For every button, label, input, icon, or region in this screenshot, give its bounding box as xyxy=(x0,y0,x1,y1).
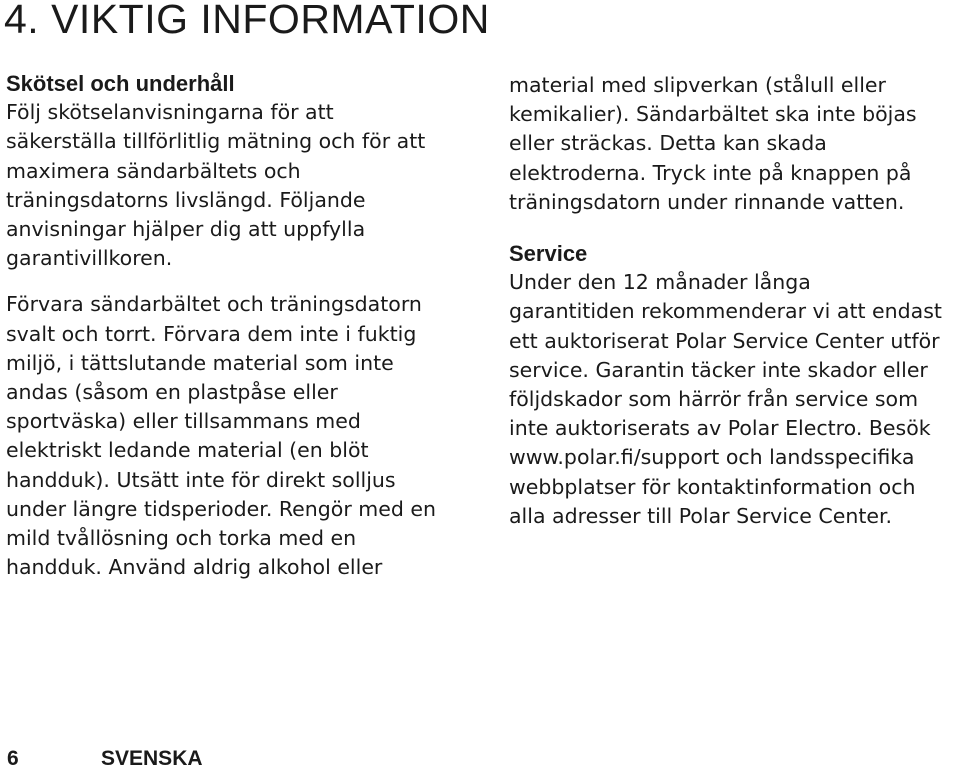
text-line: svalt och torrt. Förvara dem inte i fuktig xyxy=(6,321,417,346)
text-line: elektriskt ledande material (en blöt xyxy=(6,438,369,463)
service-heading: Service xyxy=(509,241,588,267)
text-line: eller sträckas. Detta kan skada xyxy=(509,131,827,156)
text-line: alla adresser till Polar Service Center. xyxy=(509,503,893,528)
text-line: maximera sändarbältets och xyxy=(6,158,301,183)
service-paragraph xyxy=(509,268,959,531)
left-column xyxy=(6,69,466,582)
text-line: elektroderna. Tryck inte på knappen på xyxy=(509,160,912,185)
text-line: Följ skötselanvisningarna för att xyxy=(6,100,334,125)
text-line: webbplatser för kontaktinformation och xyxy=(509,474,916,499)
footer-language: SVENSKA xyxy=(101,747,203,770)
care-heading: Skötsel och underhåll xyxy=(6,71,235,96)
right-column xyxy=(509,71,959,531)
text-line: Förvara sändarbältet och träningsdatorn xyxy=(6,292,422,317)
text-line: anvisningar hjälper dig att uppfylla xyxy=(6,217,366,242)
text-line: mild tvållösning och torka med en xyxy=(6,526,357,551)
care-intro-paragraph xyxy=(6,98,466,273)
text-line: ett auktoriserat Polar Service Center utför xyxy=(509,328,940,353)
text-line: service. Garantin täcker inte skador eller xyxy=(509,357,928,382)
text-line: säkerställa tillförlitlig mätning och för att xyxy=(6,129,426,154)
text-line: följdskador som härrör från service som xyxy=(509,387,919,412)
care-storage-paragraph xyxy=(6,290,466,582)
page-footer xyxy=(7,744,203,774)
text-line: garantivillkoren. xyxy=(6,246,173,271)
care-continued-paragraph xyxy=(509,71,959,217)
chapter-title: 4. VIKTIG INFORMATION xyxy=(4,0,490,42)
text-line: andas (såsom en plastpåse eller xyxy=(6,380,338,405)
page-number: 6 xyxy=(7,747,19,770)
text-line: sportväska) eller tillsammans med xyxy=(6,409,361,434)
text-line: Under den 12 månader långa xyxy=(509,270,811,295)
text-line: inte auktoriserats av Polar Electro. Besök xyxy=(509,416,931,441)
text-line: www.polar.fi/support och landsspecifika xyxy=(509,445,915,470)
text-line: träningsdatorn under rinnande vatten. xyxy=(509,189,905,214)
text-line: garantitiden rekommenderar vi att endast xyxy=(509,299,942,324)
text-line: kemikalier). Sändarbältet ska inte böjas xyxy=(509,102,917,127)
text-line: miljö, i tättslutande material som inte xyxy=(6,350,394,375)
text-line: handduk. Använd aldrig alkohol eller xyxy=(6,555,383,580)
text-line: handduk). Utsätt inte för direkt solljus xyxy=(6,467,396,492)
text-line: under längre tidsperioder. Rengör med en xyxy=(6,496,436,521)
text-line: material med slipverkan (stålull eller xyxy=(509,73,886,97)
text-line: träningsdatorns livslängd. Följande xyxy=(6,187,366,212)
